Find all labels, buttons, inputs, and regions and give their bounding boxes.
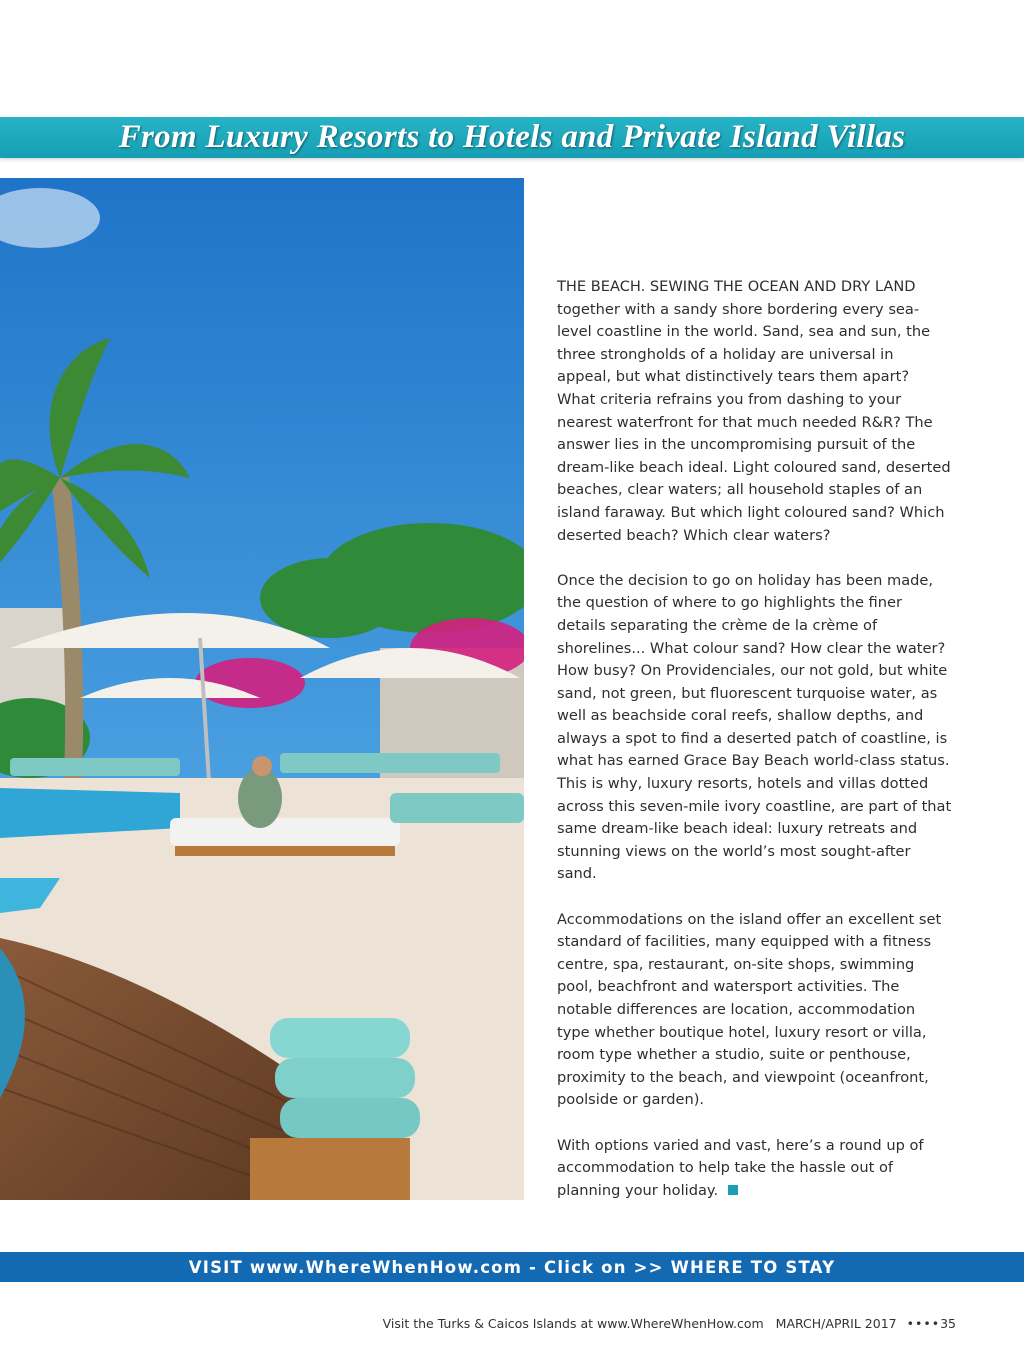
footer-text: Visit the Turks & Caicos Islands at www.WhereWhenHow.com	[382, 1316, 764, 1331]
resort-pool-photo	[0, 178, 524, 1200]
page-number: 35	[940, 1316, 956, 1331]
article-paragraph: Accommodations on the island offer an excellent set standard of facilities, many equipped with a fitness centre, spa, restaurant, on-site shops, swimming pool, beachfront and watersport activities. The notable differences are location, accommodation type whether boutique hotel, luxury resort or villa, room type whether a studio, suite or penthouse, proximity to the beach, and viewpoint (oceanfront, poolside or garden).	[557, 910, 942, 1109]
footer-issue: MARCH/APRIL 2017	[775, 1316, 897, 1331]
article-paragraph-last	[557, 1135, 952, 1203]
headline-title: From Luxury Resorts to Hotels and Private Island Villas	[118, 119, 906, 155]
article-paragraph: THE BEACH. SEWING THE OCEAN AND DRY LAND together with a sandy shore bordering every sea-level coastline in the world. Sand, sea and sun, the three strongholds of a holiday are universal in appeal, but what distinctively tears them apart? What criteria refrains you from dashing to your nearest waterfront for that much needed R&R? The answer lies in the uncompromising pursuit of the dream-like beach ideal. Light coloured sand, deserted beaches, clear waters; all household staples of an island faraway. But which light coloured sand? Which deserted beach? Which clear waters?	[557, 278, 951, 544]
end-of-article-square-icon	[728, 1185, 738, 1195]
article-body	[557, 276, 952, 1225]
visit-website-link[interactable]: VISIT www.WhereWhenHow.com - Click on >> WHERE TO STAY	[188, 1257, 836, 1277]
page-footer	[383, 1316, 956, 1331]
footer-dots: ••••	[906, 1316, 941, 1331]
visit-website-bar[interactable]	[0, 1252, 1024, 1282]
headline-banner	[0, 117, 1024, 158]
article-paragraph: Once the decision to go on holiday has been made, the question of where to go highlights the finer details separating the crème de la crème of shorelines... What colour sand? How clear the water? How busy? On Providenciales, our not gold, but white sand, not green, but fluorescent turquoise water, as well as beachside coral reefs, shallow depths, and always a spot to find a deserted patch of coastline, is what has earned Grace Bay Beach world-class status. This is why, luxury resorts, hotels and villas dotted across this seven-mile ivory coastline, are part of that same dream-like beach ideal: luxury retreats and stunning views on the world’s most sought-after sand.	[557, 571, 952, 883]
article-paragraph-text: With options varied and vast, here’s a round up of accommodation to help take the hassle out of planning your holiday.	[557, 1136, 924, 1199]
